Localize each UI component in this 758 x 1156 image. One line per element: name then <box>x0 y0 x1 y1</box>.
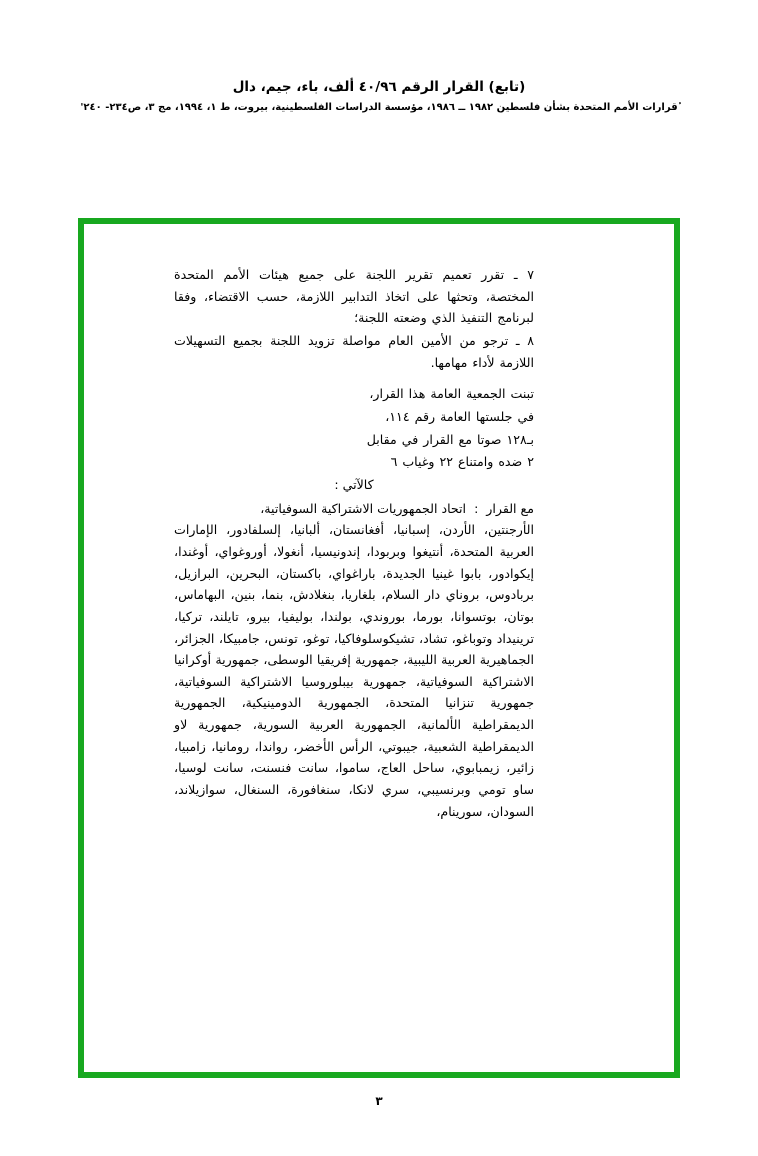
spacer <box>174 374 534 383</box>
page-number: ٣ <box>375 1094 383 1108</box>
countries-list: الأرجنتين، الأردن، إسبانيا، أفغانستان، ألبانيا، إلسلفادور، الإمارات العربية المتحدة، أنتيغوا وبربودا، إندونيسيا، أنغولا، أوروغواي، أوغندا، إيكوادور، بابوا غينيا الجديدة، باراغواي، باكستان، البحرين، البرازيل، بربادوس، بروناي دار السلام، بلغاريا، بنغلادش، بنما، بنين، البهاماس، بوتان، بوتسوانا، بورما، بوروندي، بولندا، بوليفيا، بيرو، تايلند، تركيا، ترينيداد وتوباغو، تشاد، تشيكوسلوفاكيا، توغو، تونس، جامبيكا، الجزائر، الجماهيرية العربية الليبية، جمهورية إفريقيا الوسطى، جمهورية أوكرانيا الاشتراكية السوفياتية، جمهورية بيبلوروسيا الاشتراكية السوفياتية، جمهورية تنزانيا المتحدة، الجمهورية الدومينيكية، الجمهورية الديمقراطية الألمانية، الجمهورية العربية السورية، جمهورية لاو الديمقراطية الشعبية، جيبوتي، الرأس الأخضر، رواندا، رومانيا، زامبيا، زائير، زيمبابوي، ساحل العاج، ساموا، سانت فنسنت، سانت لوسيا، ساو تومي وبرنسيبي، سري لانكا، سنغافورة، السنغال، سوازيلاند، السودان، سورينام، <box>174 522 534 819</box>
countries-first-entry: اتحاد الجمهوريات الاشتراكية السوفياتية، <box>260 500 467 516</box>
paragraph-8: ٨ ـ ترجو من الأمين العام مواصلة تزويد اللجنة بجميع التسهيلات اللازمة لأداء مهامها. <box>174 332 534 370</box>
page-header <box>0 78 758 113</box>
vote-line-1: تبنت الجمعية العامة هذا القرار، <box>369 386 534 402</box>
countries-label: مع القرار : <box>474 500 534 516</box>
vote-line-2: في جلستها العامة رقم ١١٤، <box>385 408 534 424</box>
green-content-frame <box>78 218 680 1078</box>
page-title: (تابع) القرار الرقم ٤٠/٩٦ ألف، باء، جيم، دال <box>232 79 526 95</box>
vote-line-3: بـ١٢٨ صوتا مع القرار في مقابل <box>366 431 534 447</box>
countries-section <box>174 498 534 823</box>
vote-closing: كالآتي : <box>334 476 374 492</box>
document-body <box>174 264 534 822</box>
vote-line-4: ٢ ضده وامتناع ٢٢ وغياب ٦ <box>390 454 534 470</box>
countries-label-line <box>174 498 534 520</box>
paragraph-7: ٧ ـ تقرر تعميم تقرير اللجنة على جميع هيئات الأمم المتحدة المختصة، وتحثها على اتخاذ التدابير اللازمة، حسب الاقتضاء، وفقا لبرنامج التنفيذ الذي وضعته اللجنة؛ <box>174 267 534 326</box>
document-page <box>0 78 758 1156</box>
page-source-citation: ٔقرارات الأمم المتحدة بشأن فلسطين ١٩٨٢ ــ ١٩٨٦، مؤسسة الدراسات الفلسطينية، بيروت، ط ١، ١٩٩٤، مج ٣، ص٢٣٤- ٢٤٠' <box>80 101 678 113</box>
